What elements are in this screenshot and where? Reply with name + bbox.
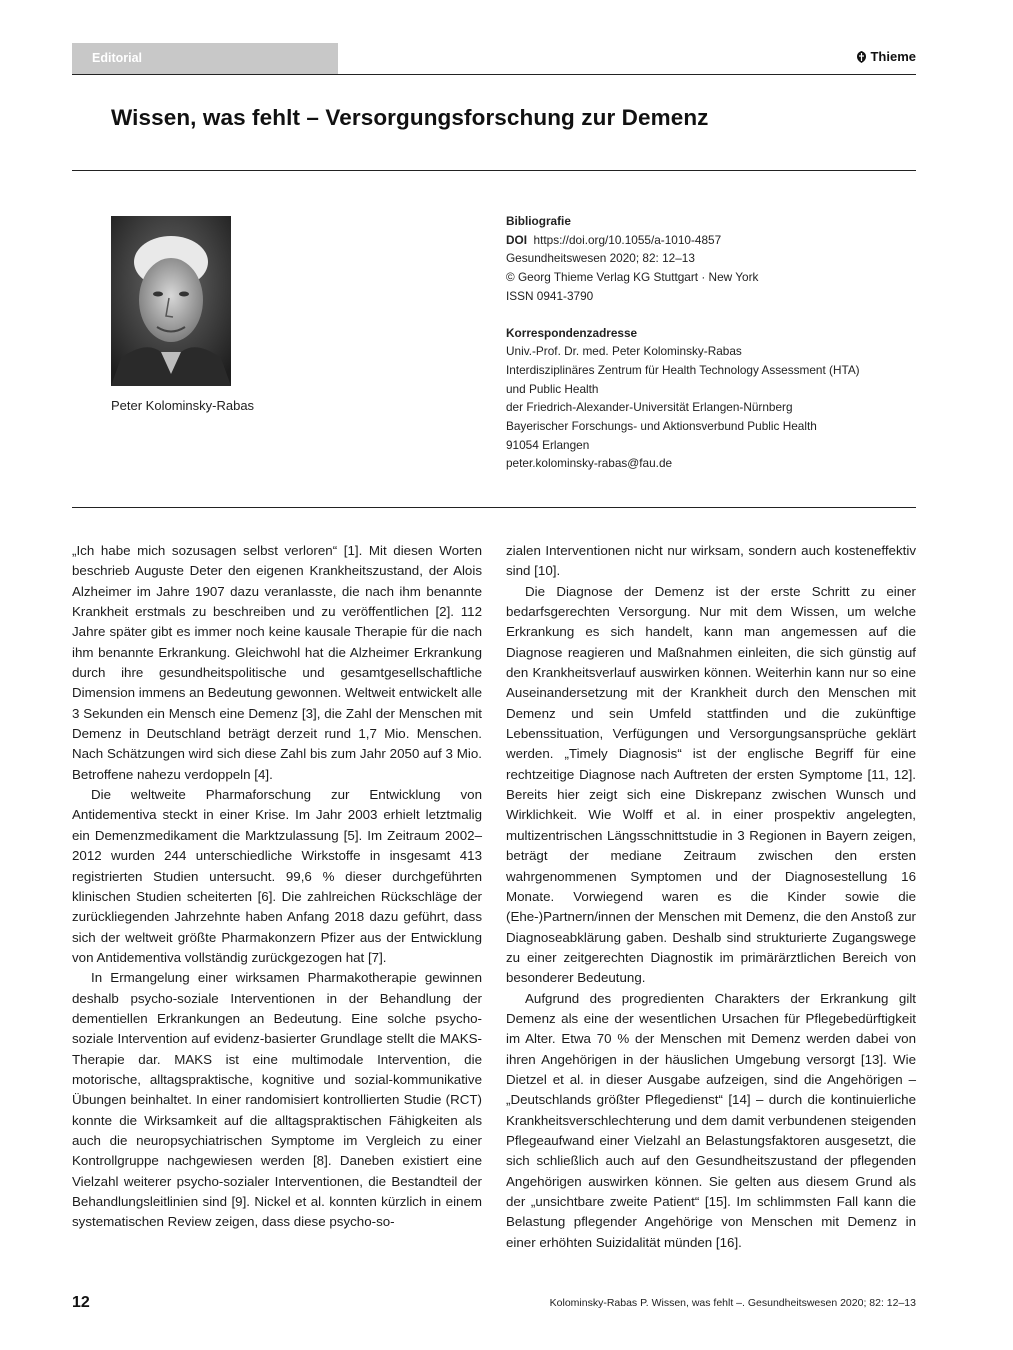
footer-citation: Kolominsky-Rabas P. Wissen, was fehlt –. Gesundheitswesen 2020; 82: 12–13 xyxy=(549,1297,916,1309)
doi-label: DOI xyxy=(506,232,527,247)
author-block xyxy=(111,216,411,413)
journal-reference: Gesundheitswesen 2020; 82: 12–13 xyxy=(506,251,695,266)
intro-rule xyxy=(72,507,916,508)
page-number: 12 xyxy=(72,1294,90,1311)
correspondence-line: Univ.-Prof. Dr. med. Peter Kolominsky-Rabas xyxy=(506,344,742,359)
header-rule xyxy=(72,74,916,75)
doi-link[interactable]: https://doi.org/10.1055/a-1010-4857 xyxy=(533,232,722,247)
correspondence-line: Interdisziplinäres Zentrum für Health Technology Assessment (HTA) xyxy=(506,362,860,377)
title-rule xyxy=(72,170,916,171)
article-title: Wissen, was fehlt – Versorgungsforschung zur Demenz xyxy=(111,105,709,130)
body-paragraph: „Ich habe mich sozusagen selbst verloren“ [1]. Mit diesen Worten beschrieb Auguste Deter den eigenen Krankheitszustand, der Alois Alzheimer im Jahre 1907 dazu veranlasste, die nach ihm benannte Krankheit erstmals zu beschreiben und zu veröffentlichen [2]. 112 Jahre später gibt es immer noch keine kausale Therapie für die nach ihm benannte Erkrankung. Gleichwohl hat die Alzheimer Erkrankung durch ihre gesundheitspolitische und gesamtgesellschaftliche Dimension immens an Bedeutung gewonnen. Weltweit entwickelt alle 3 Sekunden ein Mensch eine Demenz [3], die Zahl der Menschen mit Demenz in Deutschland beträgt derzeit rund 1,7 Mio. Menschen. Nach Schätzungen wird sich diese Zahl bis zum Jahr 2050 auf 3 Mio. Betroffene nahezu verdoppeln [4]. xyxy=(72,543,482,782)
body-paragraph: Die Diagnose der Demenz ist der erste Schritt zu einer bedarfsgerechten Versorgung. Nur mit dem Wissen, um welche Erkrankung es sich handelt, kann man angemessen auf die Diagnose reagieren und Maßnahmen einleiten, die sich günstig auf den Krankheitsverlauf auswirken können. Weiterhin kann nur so eine Auseinandersetzung mit der Krankheit durch den Menschen mit Demenz und sein Umfeld stattfinden und die zukünftige Lebenssituation, Verfügungen und Versorgungsansprüche geklärt werden. „Timely Diagnosis“ ist der englische Begriff für eine rechtzeitige Diagnose nach Auftreten der ersten Symptome [11, 12]. Bereits hier zeigt sich eine Diskrepanz zwischen Wunsch und Wirklichkeit. Wie Wolff et al. in einer prospektiv angelegten, multizentrischen Längsschnittstudie in 3 Regionen in Bayern zeigen, beträgt der mediane Zeitraum zwischen den ersten wahrgenommenen Symptomen und der Diagnosestellung 16 Monate. Vorwiegend waren es die Kinder sowie die (Ehe-)Partnern/innen der Menschen mit Demenz, die den Anstoß zur Diagnoseabklärung gaben. Deshalb sind strukturierte Zugangswege zu einer zeitgerechten Diagnostik im primärärztlichen Bereich von besonderer Bedeutung. xyxy=(506,583,916,986)
body-paragraph: Aufgrund des progredienten Charakters der Erkrankung gilt Demenz als eine der wesentlichen Ursachen für Pflegebedürftigkeit im Alter. Etwa 70 % der Menschen mit Demenz werden dabei von ihren Angehörigen in der häuslichen Umgebung versorgt [13]. Wie Dietzel et al. in dieser Ausgabe aufzeigen, sind die Angehörigen – „Deutschlands größter Pflegedienst“ [14] – durch die kontinuierliche Krankheitsverschlechterung und dem damit verbundenen steigenden Pflegeaufwand einer Vielzahl an Belastungsfaktoren ausgesetzt, die sich schließlich auch auf den Gesundheitszustand der pflegenden Angehörigen auswirken können. Sie gelten aus diesem Grund als der „unsichtbare zweite Patient“ [15]. Im schlimmsten Fall kann die Belastung pflegender Angehörige von Menschen mit Demenz in einer erhöhten Suizidalität münden [16]. xyxy=(506,990,916,1250)
correspondence-line: 91054 Erlangen xyxy=(506,437,590,452)
email-link[interactable]: peter.kolominsky-rabas@fau.de xyxy=(506,456,673,471)
body-paragraph: In Ermangelung einer wirksamen Pharmakotherapie gewinnen deshalb psycho-soziale Interventionen in der Behandlung der dementiellen Erkrankungen an Bedeutung. Eine solche psycho-soziale Intervention auf evidenz-basierter Grundlage stellt die MAKS-Therapie dar. MAKS ist eine multimodale Intervention, die motorische, alltagspraktische, kognitive und sozial-kommunikative Übungen beinhaltet. In einer randomisiert kontrollierten Studie (RCT) konnte die Wirksamkeit auf die alltagspraktischen Fähigkeiten als auch die neuropsychiatrischen Symptome im Vergleich zu einer Kontrollgruppe nachgewiesen werden [8]. Daneben existiert eine Vielzahl weiterer psycho-sozialer Interventionen, die Bestandteil der Behandlungsleitlinien sind [9]. Nickel et al. konnten kürzlich in einem systematischen Review zeigen, dass diese psycho-so- xyxy=(72,970,482,1230)
section-label: Editorial xyxy=(72,43,338,74)
correspondence-heading: Korrespondenzadresse xyxy=(506,325,638,340)
author-photo xyxy=(111,216,231,386)
left-column xyxy=(72,541,482,1233)
right-column xyxy=(506,541,916,1253)
publisher-name: Thieme xyxy=(870,49,916,64)
publisher-logo xyxy=(856,49,916,64)
bibliography-block xyxy=(506,212,916,473)
thieme-emblem-icon xyxy=(856,51,867,63)
issn-line: ISSN 0941-3790 xyxy=(506,288,594,303)
doi-line xyxy=(506,231,916,250)
body-paragraph: Die weltweite Pharmaforschung zur Entwicklung von Antidementiva steckt in einer Krise. Im Jahr 2003 erhielt letztmalig ein Demenzmedikament die Marktzulassung [5]. Im Zeitraum 2002–2012 wurden 244 unterschiedliche Wirkstoffe in insgesamt 413 registrierten Studien untersucht. 99,6 % dieser durchgeführten klinischen Studien scheiterten [6]. Die zahlreichen Rückschläge der zurückliegenden Jahrzehnte haben Anfang 2018 dazu geführt, dass sich der weltweit größte Pharmakonzern Pfizer aus der Entwicklung von Antidementiva vollständig zurückgezogen hat [7]. xyxy=(72,787,482,965)
correspondence-line: Bayerischer Forschungs- und Aktionsverbund Public Health xyxy=(506,419,817,434)
copyright-line: © Georg Thieme Verlag KG Stuttgart · New York xyxy=(506,270,759,285)
correspondence-line: und Public Health xyxy=(506,381,599,396)
body-paragraph: zialen Interventionen nicht nur wirksam, sondern auch kosteneffektiv sind [10]. xyxy=(506,543,916,579)
article-body xyxy=(72,541,916,1250)
bibliography-heading: Bibliografie xyxy=(506,214,571,228)
photo-caption: Peter Kolominsky-Rabas xyxy=(111,398,255,413)
correspondence-line: der Friedrich-Alexander-Universität Erlangen-Nürnberg xyxy=(506,400,793,415)
